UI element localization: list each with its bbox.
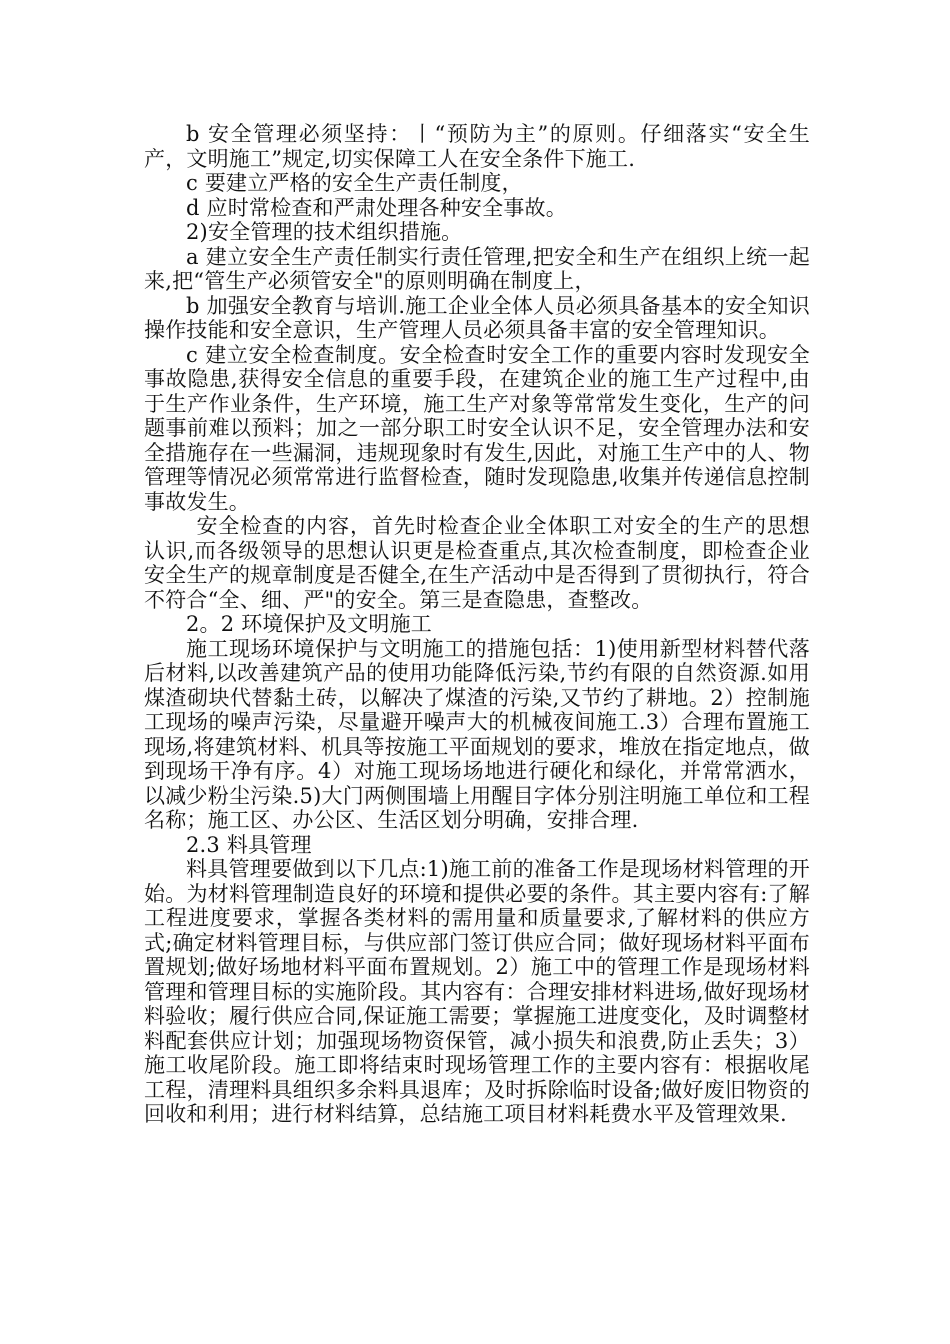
section-heading-materials: 2.3 料具管理 — [186, 832, 312, 857]
paragraph-inspection-system: c 建立安全检查制度。安全检查时安全工作的重要内容时发现安全事故隐患,获得安全信息的重要手段，在建筑企业的施工生产过程中,由于生产作业条件，生产环境，施工生产对象等常常发生变化，生产的问题事前难以预料；加之一部分职工时安全认识不足，安全管理办法和安全措施存在一些漏洞，违规现象时有发生,因此，对施工生产中的人、物管理等情况必须常常进行监督检查，随时发现隐患,收集并传递信息控制事故发生。 — [144, 342, 810, 514]
paragraph-safety-principle: b 安全管理必须坚持：丨“预防为主”的原则。仔细落实“安全生产，文明施工”规定,切实保障工人在安全条件下施工. — [144, 122, 810, 171]
paragraph-regular-inspection: d 应时常检查和严肃处理各种安全事故。 — [186, 195, 567, 220]
paragraph-materials-management: 料具管理要做到以下几点:1)施工前的准备工作是现场材料管理的开始。为材料管理制造良好的环境和提供必要的条件。其主要内容有:了解工程进度要求，掌握各类材料的需用量和质量要求,了解材料的供应方式;确定材料管理目标，与供应部门签订供应合同；做好现场材料平面布置规划;做好场地材料平面布置规划。2）施工中的管理工作是现场材料管理和管理目标的实施阶段。其内容有：合理安排材料进场,做好现场材料验收；履行供应合同,保证施工需要；掌握施工进度变化，及时调整材料配套供应计划；加强现场物资保管，减小损失和浪费,防止丢失；3）施工收尾阶段。施工即将结束时现场管理工作的主要内容有：根据收尾工程，清理料具组织多余料具退库；及时拆除临时设备;做好废旧物资的回收和利用；进行材料结算，总结施工项目材料耗费水平及管理效果. — [144, 857, 810, 1126]
paragraph-inspection-content: 安全检查的内容，首先时检查企业全体职工对安全的生产的思想认识,而各级领导的思想认识更是检查重点,其次检查制度，即检查企业安全生产的规章制度是否健全,在生产活动中是否得到了贯彻执行，符合不符合“全、细、严"的安全。第三是查隐患，查整改。 — [144, 514, 810, 612]
paragraph-technical-measures-heading: 2)安全管理的技术组织措施。 — [186, 220, 463, 244]
paragraph-safety-education: b 加强安全教育与培训.施工企业全体人员必须具备基本的安全知识操作技能和安全意识，生产管理人员必须具备丰富的安全管理知识。 — [144, 293, 810, 342]
paragraph-environment-measures: 施工现场环境保护与文明施工的措施包括：1)使用新型材料替代落后材料,以改善建筑产品的使用功能降低污染,节约有限的自然资源.如用煤渣砌块代替黏土砖，以解决了煤渣的污染,又节约了耕地。2）控制施工现场的噪声污染，尽量避开噪声大的机械夜间施工.3）合理布置施工现场,将建筑材料、机具等按施工平面规划的要求，堆放在指定地点，做到现场干净有序。4）对施工现场场地进行硬化和绿化，并常常洒水，以减少粉尘污染.5)大门两侧围墙上用醒目字体分别注明施工单位和工程名称；施工区、办公区、生活区划分明确，安排合理. — [144, 636, 810, 832]
paragraph-responsibility-system: c 要建立严格的安全生产责任制度， — [186, 171, 523, 195]
section-heading-environment: 2。2 环境保护及文明施工 — [186, 612, 432, 636]
paragraph-responsibility-management: a 建立安全生产责任制实行责任管理,把安全和生产在组织上统一起来,把“管生产必须管安全"的原则明确在制度上， — [144, 244, 810, 293]
document-body — [144, 122, 810, 1127]
